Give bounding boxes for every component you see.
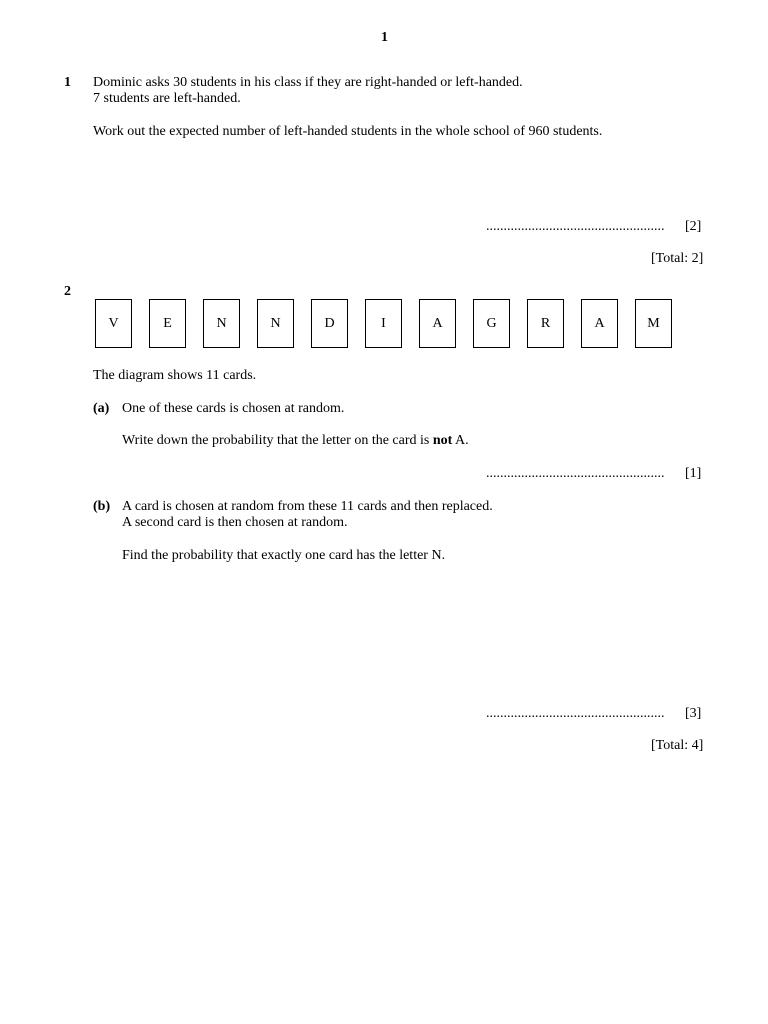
card: A [581,299,618,348]
question-2-intro: The diagram shows 11 cards. [93,368,257,383]
card: M [635,299,672,348]
question-2b-answer-line[interactable]: ................................................... [486,706,665,721]
question-2a-line-2-start: Write down the probability that the letter on the card is [122,433,433,448]
card: E [149,299,186,348]
question-2a-line-1: One of these cards is chosen at random. [122,401,345,416]
question-2a-emphasis: not [432,433,453,448]
question-2b-task: Find the probability that exactly one card has the letter N. [122,548,446,563]
question-2b-label: (b) [93,499,111,514]
page-number: 1 [381,30,388,45]
card: V [95,299,132,348]
question-1-line-1: Dominic asks 30 students in his class if they are right-handed or left-handed. [93,75,523,90]
card: D [311,299,348,348]
card: N [203,299,240,348]
question-1-number: 1 [64,75,71,90]
question-2b-line-2: A second card is then chosen at random. [122,515,348,530]
card: G [473,299,510,348]
question-2a-label: (a) [93,401,110,416]
question-2b-marks: [3] [685,706,702,721]
card: R [527,299,564,348]
card: A [419,299,456,348]
card: N [257,299,294,348]
question-1-marks: [2] [685,219,702,234]
question-1-line-2: 7 students are left-handed. [93,91,241,106]
question-2a-answer-line[interactable]: ................................................... [486,466,665,481]
question-2-number: 2 [64,284,71,299]
question-1-answer-line[interactable]: ................................................... [486,219,665,234]
question-2a-line-2-end: A. [452,433,469,448]
question-2b-line-1: A card is chosen at random from these 11 cards and then replaced. [122,499,493,514]
question-2-total: [Total: 4] [651,738,704,753]
question-1-task: Work out the expected number of left-handed students in the whole school of 960 students. [93,124,603,139]
question-2a-marks: [1] [685,466,702,481]
question-1-total: [Total: 2] [651,251,704,266]
card: I [365,299,402,348]
question-2a-line-2 [122,433,469,449]
